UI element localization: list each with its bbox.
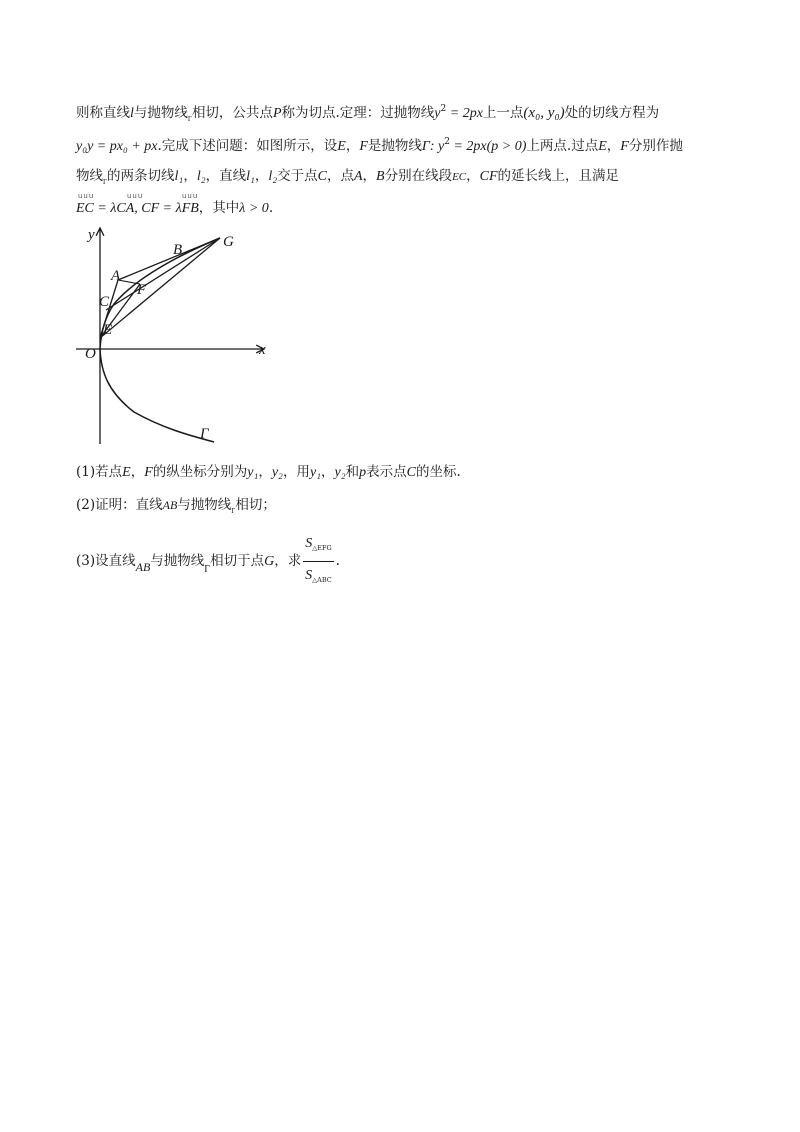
var-G: G: [264, 554, 275, 569]
var-C: C: [406, 465, 416, 480]
segment-AB: AB: [162, 498, 178, 512]
fraction-numerator: [303, 531, 333, 562]
point-x0y0: (x₀, y₀): [523, 105, 565, 121]
text: ，: [321, 464, 335, 480]
text: ，点: [326, 168, 354, 184]
text: 和: [345, 464, 360, 480]
text: 的纵坐标分别为: [152, 464, 248, 480]
text: .: [335, 553, 340, 569]
text: 称为切点.定理：过抛物线: [281, 105, 435, 121]
eq-y: y: [434, 106, 441, 121]
text: ，求: [274, 553, 302, 569]
question-1: [76, 463, 461, 482]
triangle-EFG: △EFG: [312, 544, 332, 552]
origin-label: O: [85, 346, 96, 362]
text: ，: [466, 168, 480, 184]
parabola-def: Γ: y: [421, 139, 445, 154]
text: ，: [345, 138, 360, 154]
text: 相切，公共点: [191, 105, 273, 121]
gamma-symbol: Γ: [204, 564, 211, 575]
var-y1: y₁: [247, 465, 259, 480]
text: 物线: [76, 168, 103, 184]
text: 的坐标.: [415, 464, 461, 480]
var-p: p: [359, 465, 367, 480]
text: .: [268, 200, 274, 216]
point-label-G: G: [223, 234, 234, 250]
var-l: l: [130, 106, 134, 121]
var-P: P: [272, 106, 282, 121]
text: ，: [606, 138, 621, 154]
geometry-figure: [74, 222, 274, 452]
text: (2)证明：直线: [76, 497, 163, 513]
parabola-rhs: = 2px(p > 0): [449, 139, 527, 154]
var-F: F: [144, 465, 153, 480]
segment-CF: CF: [479, 169, 498, 184]
var-F: F: [620, 139, 629, 154]
area-symbol: S: [305, 536, 313, 551]
text: (3)设直线: [76, 553, 136, 569]
var-l1: l₁: [174, 169, 184, 184]
line-CG: [106, 238, 220, 310]
paragraph-line-3: [76, 167, 619, 191]
question-3: [76, 531, 340, 592]
point-label-B: B: [173, 242, 183, 258]
var-y1: y₁: [309, 465, 322, 480]
point-label-E: E: [103, 322, 113, 338]
parabola-lower-branch: [100, 349, 214, 442]
area-symbol: S: [305, 568, 313, 583]
text: 上一点: [482, 105, 524, 121]
text: ，其中: [198, 200, 240, 216]
text: ，: [183, 168, 197, 184]
text: 相切于点: [210, 553, 265, 569]
question-2: [76, 496, 276, 520]
segment-EC: EC: [452, 171, 467, 183]
text: 的两条切线: [107, 168, 175, 184]
lambda-condition: λ > 0: [239, 201, 269, 216]
text: 上两点.过点: [526, 138, 599, 154]
var-C: C: [317, 169, 327, 184]
gamma-symbol: Γ: [187, 115, 192, 123]
var-l2: l₂: [268, 169, 278, 184]
gamma-symbol: Γ: [103, 178, 108, 186]
paragraph-line-1: [76, 100, 659, 128]
var-E: E: [598, 139, 607, 154]
vector-mark: uuu: [127, 192, 144, 200]
point-label-A: A: [111, 268, 121, 284]
parabola-upper-branch: [100, 238, 220, 349]
text: (1)若点: [76, 464, 123, 480]
var-y2: y₂: [271, 465, 283, 480]
var-F: F: [359, 139, 368, 154]
superscript: 2: [444, 137, 450, 147]
text: 分别作抛: [628, 138, 683, 154]
text: 处的切线方程为: [564, 105, 660, 121]
var-A: A: [353, 169, 363, 184]
text: 交于点: [277, 168, 318, 184]
text: 与抛物线: [177, 497, 232, 513]
curve-label: Γ: [200, 426, 209, 442]
text: ，: [362, 168, 377, 184]
fraction-denominator: [303, 562, 333, 592]
superscript: 2: [440, 104, 447, 114]
var-E: E: [122, 465, 131, 480]
point-label-C: C: [99, 294, 110, 310]
text: 的延长线上，且满足: [497, 168, 620, 184]
var-l2: l₂: [196, 169, 206, 184]
text: ，直线: [205, 168, 247, 184]
var-l1: l₁: [246, 169, 255, 184]
eq-rhs: = 2px: [446, 106, 483, 121]
segment-AB: AB: [135, 560, 151, 574]
text: 是抛物线: [367, 138, 422, 154]
gamma-symbol: Γ: [231, 507, 236, 515]
var-B: B: [376, 169, 385, 184]
var-y2: y₂: [334, 465, 346, 480]
paragraph-line-2: [76, 133, 683, 156]
triangle-ABC: △ABC: [312, 576, 332, 584]
line-EG: [100, 238, 220, 338]
text: 与抛物线: [133, 105, 188, 121]
y-axis-label: y: [88, 227, 95, 243]
vector-mark: uuu: [182, 192, 199, 200]
text: ，: [254, 168, 269, 184]
text: .完成下述问题：如图所示，设: [157, 138, 338, 154]
line-AG: [118, 238, 220, 280]
text: 则称直线: [76, 105, 130, 121]
text: 相切；: [235, 497, 276, 513]
vector-condition: EC = λCA, CF = λFB: [76, 201, 199, 216]
text: 分别在线段: [384, 168, 453, 184]
vector-mark: uuu: [78, 192, 95, 200]
point-label-F: F: [137, 282, 147, 298]
var-E: E: [337, 139, 346, 154]
paragraph-line-4: [76, 199, 273, 218]
text: 表示点: [366, 464, 407, 480]
area-ratio-fraction: [303, 531, 333, 592]
tangent-equation: y₀y = px₀ + px: [76, 139, 158, 154]
text: 与抛物线: [150, 553, 205, 569]
text: ，: [258, 464, 272, 480]
text: ，用: [282, 464, 310, 480]
text: ，: [130, 464, 145, 480]
x-axis-label: x: [259, 342, 266, 358]
